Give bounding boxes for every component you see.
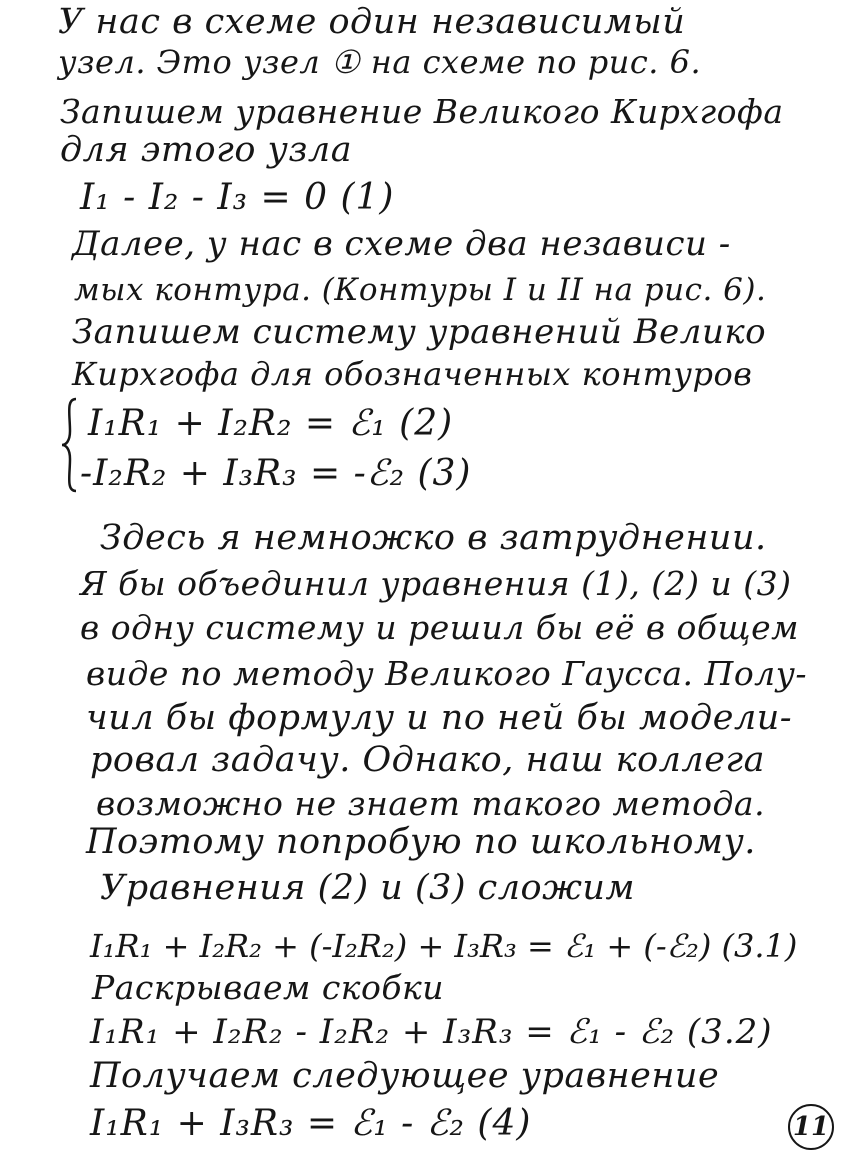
text-line-11: в одну систему и решил бы её в общем (80, 608, 799, 647)
equation-3-1: I₁R₁ + I₂R₂ + (-I₂R₂) + I₃R₃ = ℰ₁ + (-ℰ₂) (3.1) (90, 927, 798, 965)
text-line-3: Запишем уравнение Великого Кирхгофа (60, 92, 784, 131)
text-line-2: узел. Это узел ① на схеме по рис. 6. (58, 43, 702, 81)
text-line-4: для этого узла (60, 130, 353, 170)
text-line-12: виде по методу Великого Гаусса. Полу- (86, 654, 807, 693)
text-line-18: Раскрываем скобки (92, 968, 444, 1007)
text-line-7: Запишем систему уравнений Велико (72, 312, 767, 352)
text-line-9: Здесь я немножко в затруднении. (100, 518, 767, 558)
system-brace (60, 395, 80, 495)
equation-3: -I₂R₂ + I₃R₃ = -ℰ₂ (3) (80, 453, 472, 494)
text-line-14: ровал задачу. Однако, наш коллега (90, 740, 765, 780)
equation-3-2: I₁R₁ + I₂R₂ - I₂R₂ + I₃R₃ = ℰ₁ - ℰ₂ (3.2) (90, 1012, 773, 1052)
equation-1: I₁ - I₂ - I₃ = 0 (1) (80, 177, 395, 218)
text-line-17: Уравнения (2) и (3) сложим (100, 868, 635, 908)
equation-4: I₁R₁ + I₃R₃ = ℰ₁ - ℰ₂ (4) (90, 1103, 532, 1144)
text-line-19: Получаем следующее уравнение (90, 1056, 720, 1096)
text-line-1: У нас в схеме один независимый (58, 2, 686, 42)
text-line-6: мых контура. (Контуры I и II на рис. 6). (74, 272, 767, 308)
text-line-15: возможно не знает такого метода. (96, 784, 766, 823)
text-line-5: Далее, у нас в схеме два независи - (72, 224, 731, 264)
equation-2: I₁R₁ + I₂R₂ = ℰ₁ (2) (88, 403, 454, 444)
text-line-16: Поэтому попробую по школьному. (86, 822, 756, 862)
text-line-10: Я бы объединил уравнения (1), (2) и (3) (80, 564, 792, 603)
text-line-8: Кирхгофа для обозначенных контуров (72, 355, 753, 393)
text-line-13: чил бы формулу и по ней бы модели- (86, 698, 793, 738)
page-number: 11 (788, 1104, 834, 1150)
